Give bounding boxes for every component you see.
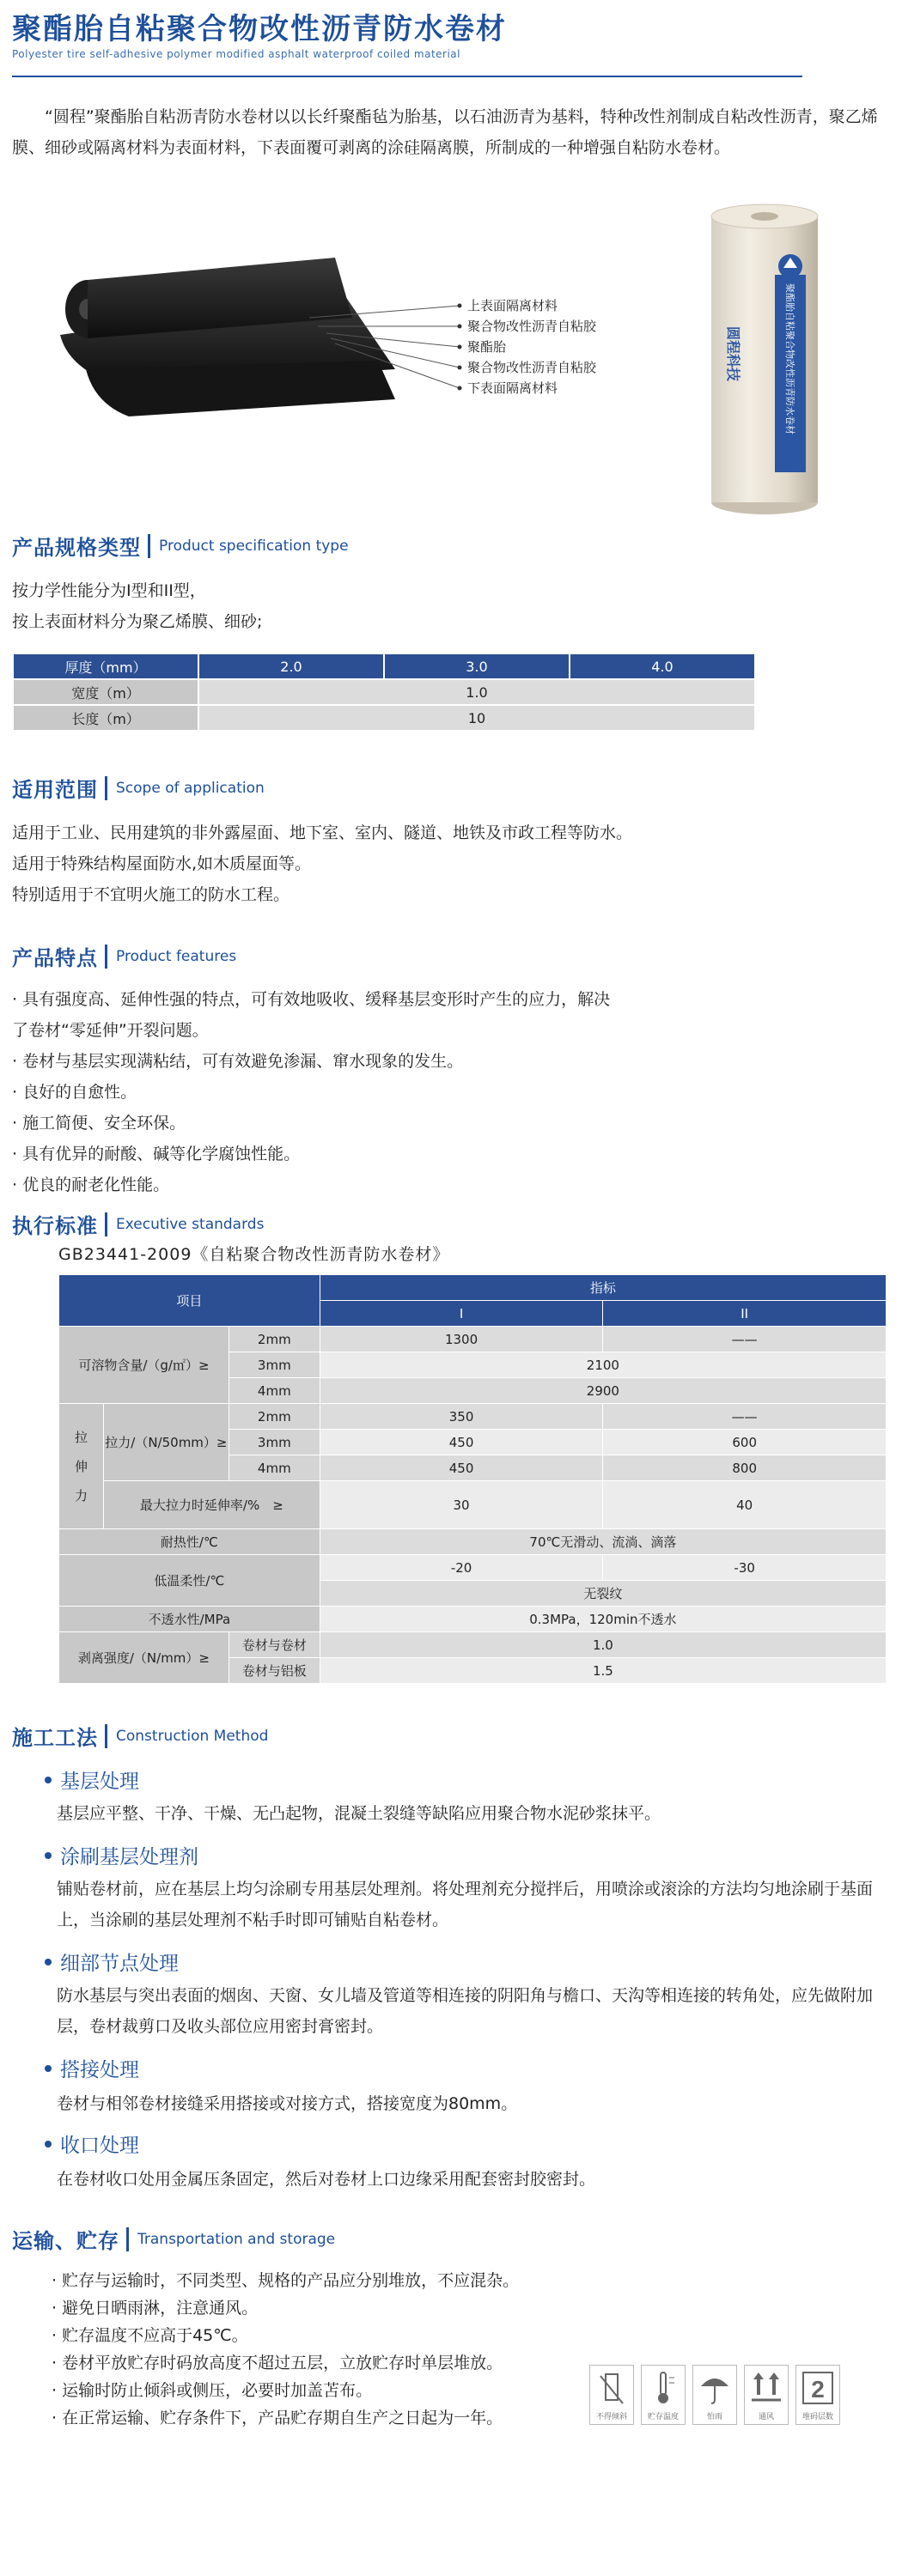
- std-spec: 卷材与铝板: [229, 1658, 320, 1684]
- std-spec: 4mm: [229, 1455, 320, 1481]
- step-text: 在卷材收口处用金属压条固定，然后对卷材上口边缘采用配套密封胶密封。: [57, 2170, 596, 2189]
- std-header-index: 指标: [320, 1275, 886, 1301]
- storage-temp-icon: 贮存温度: [641, 2365, 686, 2425]
- std-value: 450: [320, 1455, 603, 1481]
- std-spec: 卷材与卷材: [229, 1632, 320, 1658]
- scope-line: 特别适用于不宜明火施工的防水工程。: [12, 885, 290, 904]
- umbrella-icon: 怕雨: [692, 2365, 737, 2425]
- stack-limit-icon: 2 堆码层数: [795, 2365, 840, 2425]
- scope-section-header: [12, 773, 265, 803]
- std-spec: 3mm: [229, 1430, 320, 1455]
- spec-table: [12, 653, 756, 732]
- features-title-en: Product features: [116, 947, 237, 965]
- standards-table: [58, 1274, 887, 1684]
- storage-item: · 避免日晒雨淋，注意通风。: [52, 2299, 259, 2318]
- roll-product-text: 聚酯胎自粘聚合物改性沥青防水卷材: [784, 283, 795, 434]
- storage-item: · 运输时防止倾斜或侧压，必要时加盖苫布。: [52, 2381, 373, 2400]
- layer-label-top-release: 上表面隔离材料: [467, 299, 558, 313]
- std-spec: 2mm: [229, 1327, 320, 1352]
- intro-paragraph: “圆程”聚酯胎自粘沥青防水卷材以以长纤聚酯毡为胎基，以石油沥青为基料，特种改性剂制成自粘改性沥青，聚乙烯膜、细砂或隔离材料为表面材料，下表面覆可剥离的涂硅隔离膜，所制成的一种增强自粘防水卷材。: [12, 107, 878, 157]
- std-value: 40: [603, 1481, 887, 1529]
- std-lowtemp-note: 无裂纹: [320, 1581, 886, 1607]
- step-text: 防水基层与突出表面的烟囱、天窗、女儿墙及管道等相连接的阴阳角与檐口、天沟等相连接的转角处，应先做附加层，卷材裁剪口及收头部位应用密封膏密封。: [57, 1986, 874, 2036]
- standing-roll: [711, 204, 818, 514]
- feature-line: · 卷材与基层实现满粘结，可有效避免渗漏、窜水现象的发生。: [12, 1052, 464, 1071]
- spec-row-label: 长度（m）: [13, 705, 198, 731]
- scope-title: 适用范围: [12, 778, 98, 802]
- feature-line: · 施工简便、安全环保。: [12, 1114, 186, 1133]
- page-subtitle: Polyester tire self-adhesive polymer modified asphalt waterproof coiled material: [12, 48, 460, 60]
- header-rule: [12, 76, 802, 77]
- std-value: 30: [320, 1481, 603, 1529]
- step-title: 搭接处理: [45, 2054, 139, 2082]
- upright-icon: 通风: [744, 2365, 789, 2425]
- std-peel-label: 剥离强度/（N/mm）≥: [59, 1632, 229, 1684]
- step-text: 卷材与相邻卷材接缝采用搭接或对接方式，搭接宽度为80mm。: [57, 2094, 518, 2113]
- spec-header-thickness: 厚度（mm）: [13, 653, 198, 679]
- layer-label-adhesive-upper: 聚合物改性沥青自粘胶: [467, 319, 597, 334]
- std-value: -20: [320, 1555, 603, 1581]
- step-title: 细部节点处理: [45, 1947, 179, 1976]
- storage-section-header: [12, 2224, 335, 2254]
- spec-line-2: 按上表面材料分为聚乙烯膜、细砂;: [12, 612, 263, 631]
- std-value: 600: [603, 1430, 887, 1455]
- feature-line: · 具有强度高、延伸性强的特点，可有效地吸收、缓释基层变形时产生的应力，解决: [12, 990, 611, 1009]
- page-title: 聚酯胎自粘聚合物改性沥青防水卷材: [12, 12, 507, 46]
- standards-section-header: [12, 1209, 264, 1239]
- std-value: 450: [320, 1430, 603, 1455]
- std-value: -30: [603, 1555, 887, 1581]
- layer-label-adhesive-lower: 聚合物改性沥青自粘胶: [467, 361, 597, 375]
- storage-item: · 贮存温度不应高于45℃。: [52, 2326, 248, 2345]
- feature-line: 了卷材“零延伸”开裂问题。: [12, 1021, 209, 1040]
- step-title: 涂刷基层处理剂: [45, 1841, 198, 1869]
- scope-line: 适用于工业、民用建筑的非外露屋面、地下室、室内、隧道、地铁及市政工程等防水。: [12, 823, 633, 842]
- std-impermeable-value: 0.3MPa，120min不透水: [320, 1607, 886, 1632]
- storage-title: 运输、贮存: [12, 2229, 119, 2253]
- storage-list: [52, 2267, 601, 2432]
- product-image: [34, 197, 876, 524]
- spec-title-en: Product specification type: [159, 537, 349, 555]
- std-tensile-label: 拉力/（N/50mm）≥: [103, 1404, 229, 1481]
- std-value: 1300: [320, 1327, 603, 1352]
- features-section-header: [12, 941, 236, 971]
- std-header-item: 项目: [59, 1275, 320, 1327]
- spec-row-label: 宽度（m）: [13, 679, 198, 705]
- std-value: 2900: [320, 1378, 886, 1404]
- feature-line: · 优良的耐老化性能。: [12, 1176, 170, 1194]
- features-title: 产品特点: [12, 946, 98, 970]
- standard-name: GB23441-2009《自粘聚合物改性沥青防水卷材》: [58, 1245, 450, 1264]
- construction-title-en: Construction Method: [116, 1727, 269, 1745]
- std-lowtemp-label: 低温柔性/℃: [59, 1555, 320, 1607]
- scope-title-en: Scope of application: [116, 779, 265, 797]
- no-pressure-icon: 不得倾斜: [589, 2365, 634, 2425]
- step-text: 基层应平整、干净、干燥、无凸起物，混凝土裂缝等缺陷应用聚合物水泥砂浆抹平。: [57, 1804, 661, 1823]
- std-spec: 2mm: [229, 1404, 320, 1430]
- std-header-type2: II: [603, 1301, 887, 1327]
- std-spec: 3mm: [229, 1352, 320, 1378]
- storage-item: · 贮存与运输时，不同类型、规格的产品应分别堆放，不应混杂。: [52, 2271, 520, 2290]
- spec-title: 产品规格类型: [12, 536, 141, 560]
- spec-line-1: 按力学性能分为I型和II型，: [12, 581, 206, 600]
- std-heat-value: 70℃无滑动、流淌、滴落: [320, 1529, 886, 1555]
- std-value: 350: [320, 1404, 603, 1430]
- standards-title-en: Executive standards: [116, 1215, 265, 1233]
- layer-label-bottom-release: 下表面隔离材料: [467, 381, 558, 396]
- storage-title-en: Transportation and storage: [137, 2230, 336, 2248]
- std-value: 800: [603, 1455, 887, 1481]
- std-elongation-label: 最大拉力时延伸率/% ≥: [103, 1481, 320, 1529]
- feature-line: · 良好的自愈性。: [12, 1083, 137, 1102]
- storage-item: · 卷材平放贮存时码放高度不超过五层，立放贮存时单层堆放。: [52, 2354, 503, 2372]
- feature-line: · 具有优异的耐酸、碱等化学腐蚀性能。: [12, 1145, 301, 1163]
- std-value: ——: [603, 1327, 887, 1352]
- construction-title: 施工工法: [12, 1726, 98, 1750]
- roll-logo: 圆程科技: [725, 326, 741, 382]
- step-title: 基层处理: [45, 1765, 139, 1794]
- std-value: 1.0: [320, 1632, 886, 1658]
- std-value: 1.5: [320, 1658, 886, 1684]
- spec-header-2mm: 2.0: [198, 653, 384, 679]
- spec-row-value: 10: [198, 705, 755, 731]
- page-header: [12, 12, 888, 60]
- svg-text:2: 2: [811, 2376, 825, 2403]
- step-text: 铺贴卷材前，应在基层上均匀涂刷专用基层处理剂。将处理剂充分搅拌后，用喷涂或滚涂的方法均匀地涂刷于基面上，当涂刷的基层处理剂不粘手时即可铺贴自粘卷材。: [57, 1880, 874, 1929]
- construction-section-header: [12, 1721, 268, 1751]
- spec-row-value: 1.0: [198, 679, 755, 705]
- std-value: 2100: [320, 1352, 886, 1378]
- standards-title: 执行标准: [12, 1214, 98, 1238]
- std-tensile-group: [59, 1404, 104, 1529]
- scope-line: 适用于特殊结构屋面防水,如木质屋面等。: [12, 854, 312, 873]
- std-impermeable-label: 不透水性/MPa: [59, 1607, 320, 1632]
- black-roll-tail: [86, 361, 395, 416]
- spec-header-3mm: 3.0: [384, 653, 570, 679]
- std-value: ——: [603, 1404, 887, 1430]
- storage-item: · 在正常运输、贮存条件下，产品贮存期自生产之日起为一年。: [52, 2409, 503, 2427]
- std-soluble-label: 可溶物含量/（g/㎡）≥: [59, 1327, 229, 1404]
- step-title: 收口处理: [45, 2129, 139, 2158]
- std-spec: 4mm: [229, 1378, 320, 1404]
- std-heat-label: 耐热性/℃: [59, 1529, 320, 1555]
- spec-header-4mm: 4.0: [570, 653, 755, 679]
- storage-icons: [589, 2365, 840, 2425]
- layer-label-polyester: 聚酯胎: [467, 340, 507, 355]
- spec-section-header: [12, 531, 349, 561]
- std-tensile-group-text: 拉 伸 力: [74, 1429, 88, 1504]
- std-header-type1: I: [320, 1301, 603, 1327]
